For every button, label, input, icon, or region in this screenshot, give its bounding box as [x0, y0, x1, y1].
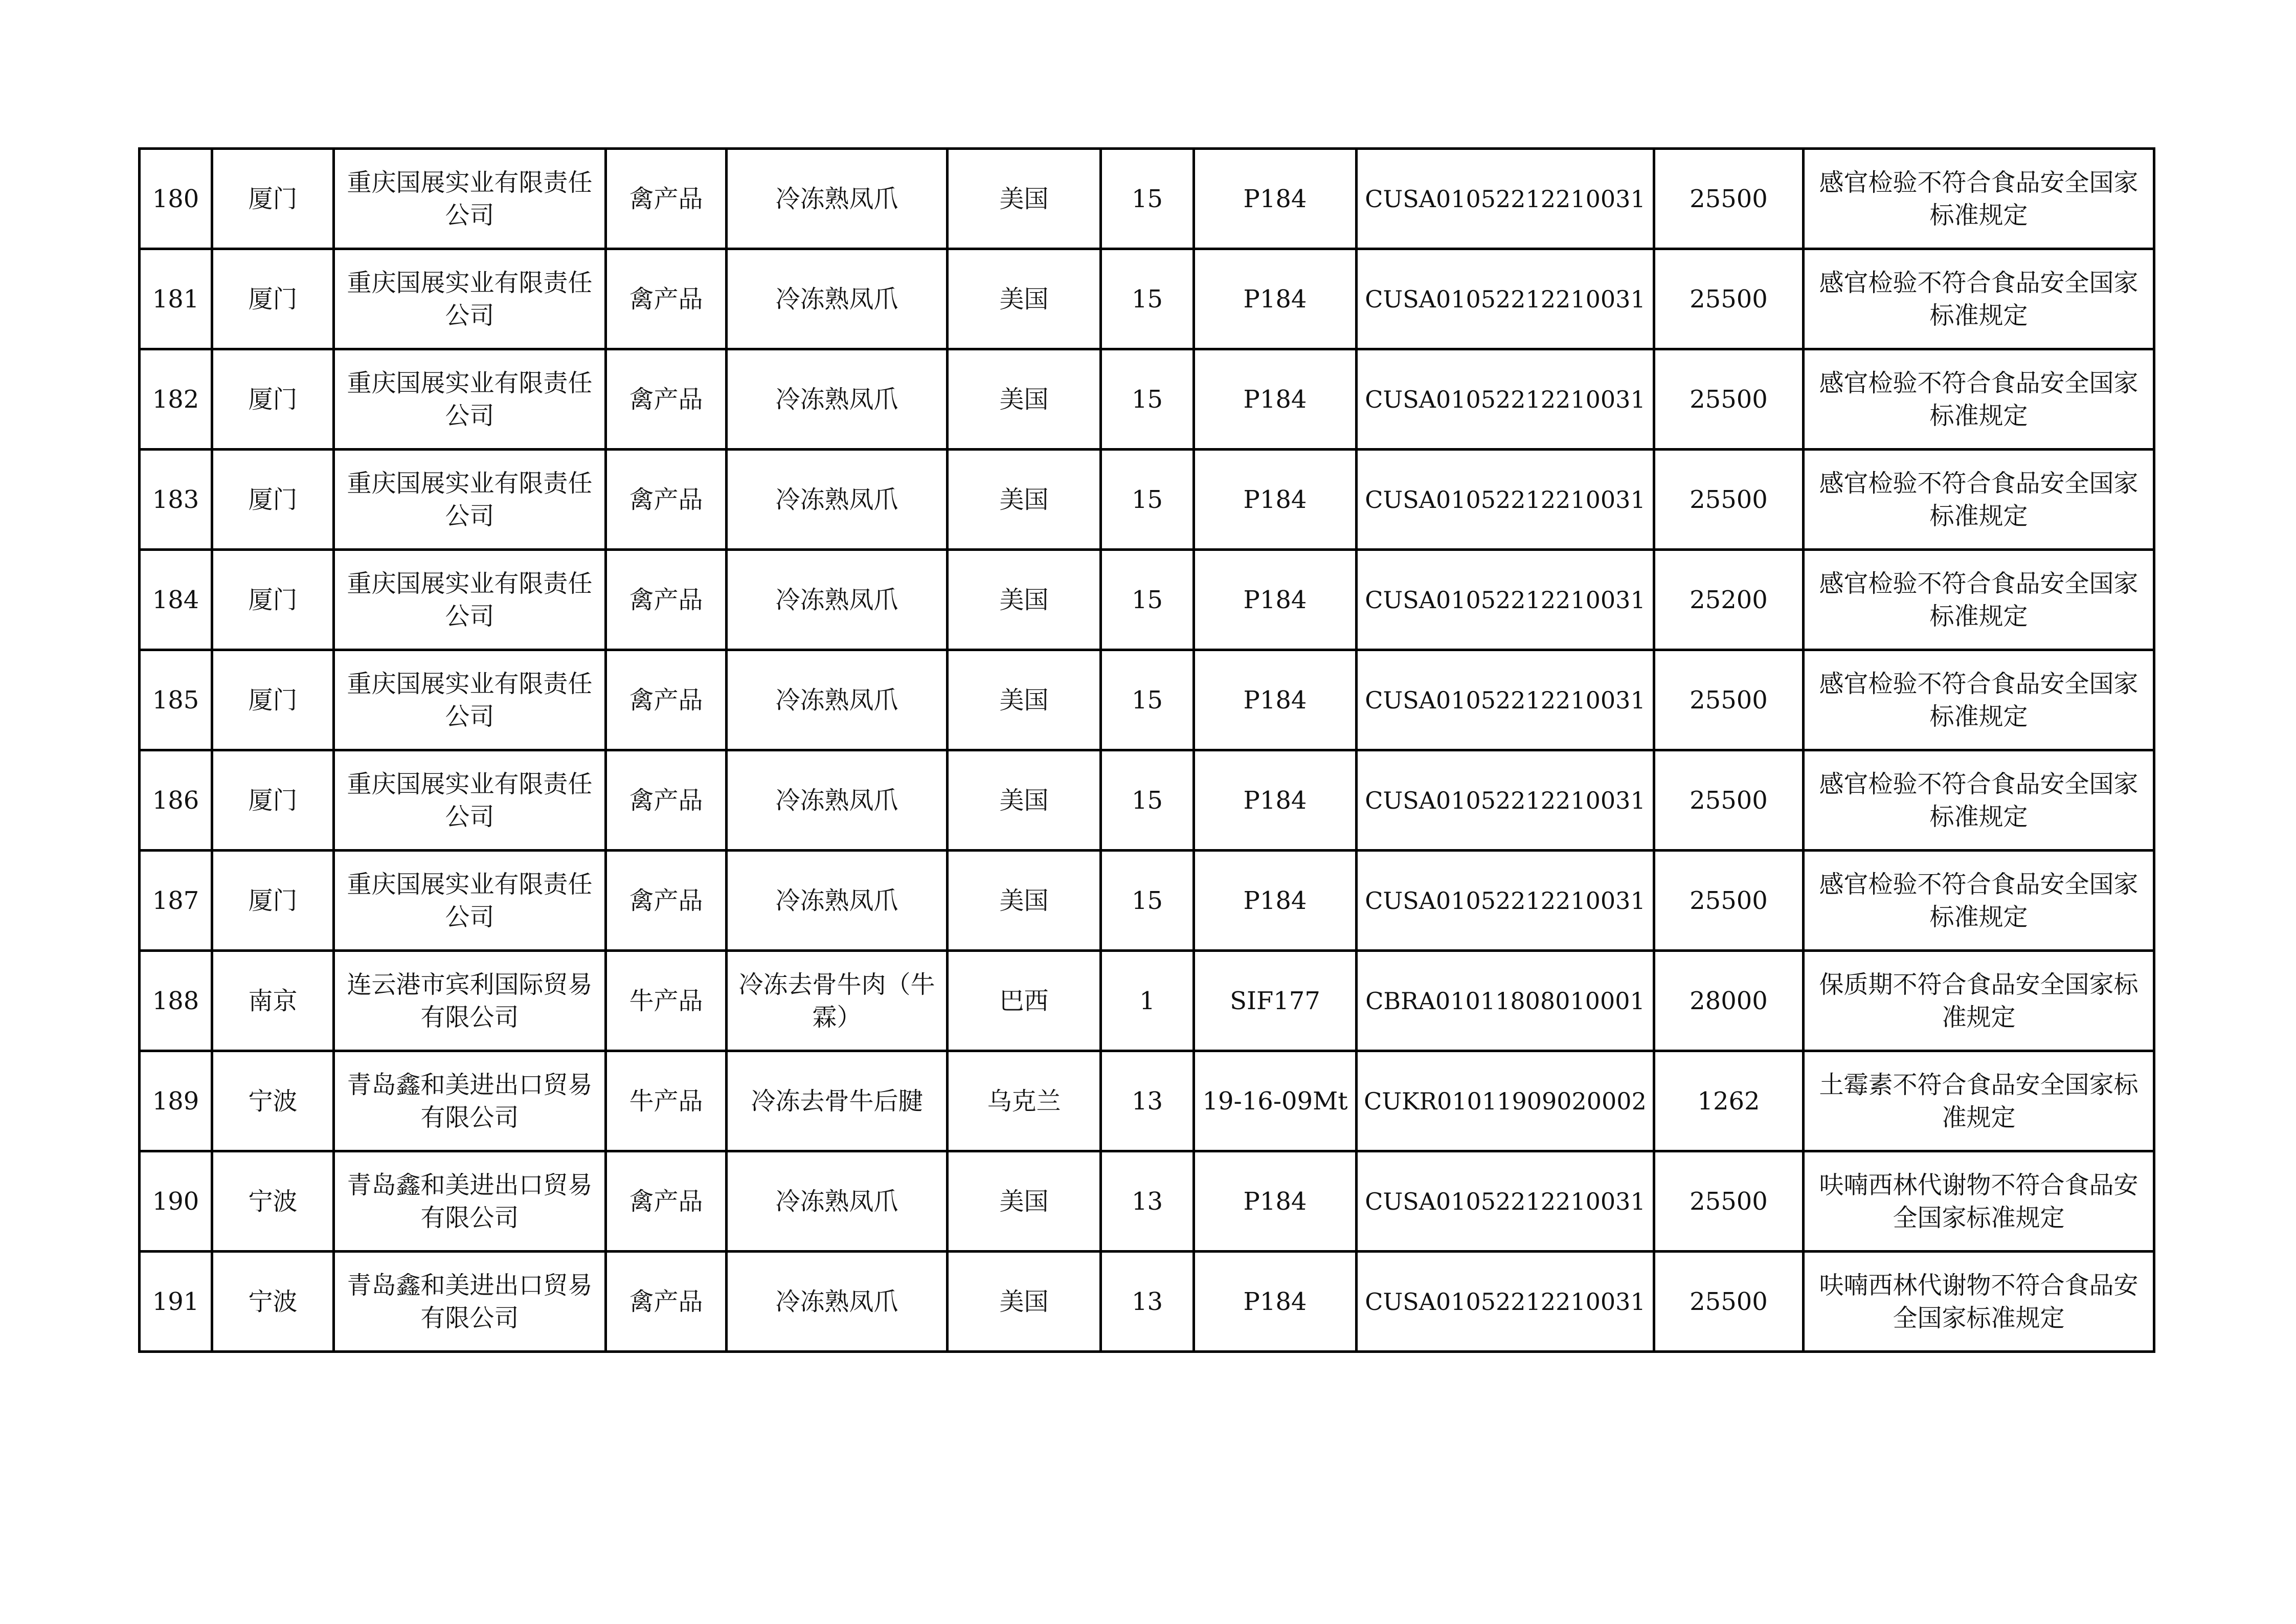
- table-row: [140, 149, 2154, 249]
- cell-port: 厦门: [212, 149, 334, 249]
- cell-quantity: 15: [1101, 450, 1194, 550]
- cell-plant-number: P184: [1194, 550, 1357, 650]
- cell-serial-number: 189: [140, 1051, 212, 1151]
- cell-origin-country: 巴西: [948, 951, 1101, 1051]
- cell-company: 重庆国展实业有限责任公司: [334, 550, 606, 650]
- cell-serial-number: 182: [140, 349, 212, 450]
- cell-plant-number: P184: [1194, 349, 1357, 450]
- cell-company: 青岛鑫和美进出口贸易有限公司: [334, 1151, 606, 1252]
- cell-quantity: 15: [1101, 149, 1194, 249]
- cell-weight: 25500: [1654, 1151, 1804, 1252]
- cell-company: 重庆国展实业有限责任公司: [334, 650, 606, 750]
- cell-product-name: 冷冻熟凤爪: [727, 249, 948, 349]
- cell-registration-code: CUSA01052212210031: [1357, 249, 1654, 349]
- cell-company: 重庆国展实业有限责任公司: [334, 450, 606, 550]
- cell-serial-number: 186: [140, 750, 212, 851]
- cell-product-name: 冷冻熟凤爪: [727, 1252, 948, 1352]
- cell-registration-code: CUSA01052212210031: [1357, 550, 1654, 650]
- cell-serial-number: 180: [140, 149, 212, 249]
- cell-plant-number: P184: [1194, 149, 1357, 249]
- cell-plant-number: P184: [1194, 750, 1357, 851]
- cell-rejection-reason: 呋喃西林代谢物不符合食品安全国家标准规定: [1804, 1151, 2154, 1252]
- table-row: [140, 249, 2154, 349]
- cell-quantity: 1: [1101, 951, 1194, 1051]
- cell-rejection-reason: 感官检验不符合食品安全国家标准规定: [1804, 349, 2154, 450]
- cell-serial-number: 191: [140, 1252, 212, 1352]
- table-row: [140, 450, 2154, 550]
- cell-company: 青岛鑫和美进出口贸易有限公司: [334, 1252, 606, 1352]
- cell-port: 厦门: [212, 349, 334, 450]
- cell-rejection-reason: 保质期不符合食品安全国家标准规定: [1804, 951, 2154, 1051]
- cell-company: 重庆国展实业有限责任公司: [334, 349, 606, 450]
- cell-plant-number: P184: [1194, 450, 1357, 550]
- cell-rejection-reason: 感官检验不符合食品安全国家标准规定: [1804, 851, 2154, 951]
- cell-rejection-reason: 感官检验不符合食品安全国家标准规定: [1804, 750, 2154, 851]
- cell-weight: 25500: [1654, 349, 1804, 450]
- cell-weight: 25500: [1654, 650, 1804, 750]
- cell-port: 厦门: [212, 650, 334, 750]
- cell-registration-code: CUSA01052212210031: [1357, 1151, 1654, 1252]
- cell-registration-code: CUSA01052212210031: [1357, 650, 1654, 750]
- cell-weight: 25500: [1654, 851, 1804, 951]
- cell-plant-number: P184: [1194, 1151, 1357, 1252]
- cell-plant-number: P184: [1194, 851, 1357, 951]
- cell-serial-number: 181: [140, 249, 212, 349]
- cell-rejection-reason: 土霉素不符合食品安全国家标准规定: [1804, 1051, 2154, 1151]
- cell-quantity: 15: [1101, 550, 1194, 650]
- cell-product-name: 冷冻熟凤爪: [727, 750, 948, 851]
- cell-serial-number: 185: [140, 650, 212, 750]
- cell-company: 重庆国展实业有限责任公司: [334, 149, 606, 249]
- cell-quantity: 15: [1101, 650, 1194, 750]
- cell-plant-number: SIF177: [1194, 951, 1357, 1051]
- cell-quantity: 15: [1101, 750, 1194, 851]
- cell-origin-country: 美国: [948, 750, 1101, 851]
- cell-origin-country: 美国: [948, 450, 1101, 550]
- cell-serial-number: 190: [140, 1151, 212, 1252]
- cell-origin-country: 美国: [948, 1151, 1101, 1252]
- cell-weight: 25200: [1654, 550, 1804, 650]
- cell-port: 南京: [212, 951, 334, 1051]
- cell-product-category: 牛产品: [606, 1051, 727, 1151]
- cell-product-name: 冷冻熟凤爪: [727, 851, 948, 951]
- table-row: [140, 650, 2154, 750]
- cell-weight: 25500: [1654, 249, 1804, 349]
- records-table-body: [140, 149, 2154, 1352]
- cell-company: 重庆国展实业有限责任公司: [334, 851, 606, 951]
- cell-product-category: 禽产品: [606, 450, 727, 550]
- cell-quantity: 13: [1101, 1151, 1194, 1252]
- cell-product-name: 冷冻熟凤爪: [727, 1151, 948, 1252]
- cell-serial-number: 184: [140, 550, 212, 650]
- cell-product-name: 冷冻熟凤爪: [727, 450, 948, 550]
- cell-plant-number: P184: [1194, 650, 1357, 750]
- cell-weight: 25500: [1654, 450, 1804, 550]
- cell-registration-code: CUSA01052212210031: [1357, 1252, 1654, 1352]
- cell-weight: 25500: [1654, 1252, 1804, 1352]
- cell-rejection-reason: 感官检验不符合食品安全国家标准规定: [1804, 550, 2154, 650]
- records-table: [138, 147, 2155, 1353]
- cell-rejection-reason: 感官检验不符合食品安全国家标准规定: [1804, 249, 2154, 349]
- table-row: [140, 750, 2154, 851]
- table-row: [140, 1151, 2154, 1252]
- cell-plant-number: P184: [1194, 1252, 1357, 1352]
- table-row: [140, 951, 2154, 1051]
- cell-quantity: 15: [1101, 249, 1194, 349]
- cell-rejection-reason: 感官检验不符合食品安全国家标准规定: [1804, 650, 2154, 750]
- cell-serial-number: 188: [140, 951, 212, 1051]
- cell-port: 厦门: [212, 249, 334, 349]
- cell-product-category: 禽产品: [606, 149, 727, 249]
- table-row: [140, 550, 2154, 650]
- cell-port: 厦门: [212, 851, 334, 951]
- cell-origin-country: 美国: [948, 851, 1101, 951]
- cell-origin-country: 美国: [948, 349, 1101, 450]
- cell-product-category: 牛产品: [606, 951, 727, 1051]
- cell-company: 重庆国展实业有限责任公司: [334, 750, 606, 851]
- cell-product-category: 禽产品: [606, 349, 727, 450]
- table-row: [140, 851, 2154, 951]
- cell-registration-code: CUSA01052212210031: [1357, 750, 1654, 851]
- cell-origin-country: 美国: [948, 1252, 1101, 1352]
- cell-product-category: 禽产品: [606, 750, 727, 851]
- cell-registration-code: CUSA01052212210031: [1357, 450, 1654, 550]
- cell-rejection-reason: 感官检验不符合食品安全国家标准规定: [1804, 450, 2154, 550]
- cell-product-category: 禽产品: [606, 851, 727, 951]
- cell-port: 宁波: [212, 1252, 334, 1352]
- cell-plant-number: P184: [1194, 249, 1357, 349]
- cell-port: 厦门: [212, 550, 334, 650]
- cell-company: 连云港市宾利国际贸易有限公司: [334, 951, 606, 1051]
- cell-rejection-reason: 呋喃西林代谢物不符合食品安全国家标准规定: [1804, 1252, 2154, 1352]
- cell-quantity: 15: [1101, 851, 1194, 951]
- cell-product-category: 禽产品: [606, 1151, 727, 1252]
- cell-origin-country: 美国: [948, 249, 1101, 349]
- cell-weight: 25500: [1654, 149, 1804, 249]
- cell-product-name: 冷冻去骨牛后腱: [727, 1051, 948, 1151]
- cell-registration-code: CUSA01052212210031: [1357, 149, 1654, 249]
- table-row: [140, 1252, 2154, 1352]
- cell-registration-code: CUKR01011909020002: [1357, 1051, 1654, 1151]
- cell-company: 重庆国展实业有限责任公司: [334, 249, 606, 349]
- cell-origin-country: 美国: [948, 149, 1101, 249]
- cell-weight: 28000: [1654, 951, 1804, 1051]
- cell-product-name: 冷冻熟凤爪: [727, 149, 948, 249]
- records-table-container: [138, 147, 2155, 1353]
- cell-plant-number: 19-16-09Mt: [1194, 1051, 1357, 1151]
- cell-origin-country: 乌克兰: [948, 1051, 1101, 1151]
- cell-product-category: 禽产品: [606, 1252, 727, 1352]
- cell-port: 厦门: [212, 750, 334, 851]
- cell-origin-country: 美国: [948, 550, 1101, 650]
- table-row: [140, 1051, 2154, 1151]
- cell-registration-code: CUSA01052212210031: [1357, 349, 1654, 450]
- cell-product-name: 冷冻熟凤爪: [727, 349, 948, 450]
- cell-port: 宁波: [212, 1051, 334, 1151]
- cell-product-category: 禽产品: [606, 249, 727, 349]
- cell-port: 厦门: [212, 450, 334, 550]
- cell-quantity: 13: [1101, 1252, 1194, 1352]
- cell-weight: 1262: [1654, 1051, 1804, 1151]
- cell-product-name: 冷冻去骨牛肉（牛霖）: [727, 951, 948, 1051]
- cell-quantity: 13: [1101, 1051, 1194, 1151]
- cell-product-category: 禽产品: [606, 650, 727, 750]
- cell-product-name: 冷冻熟凤爪: [727, 650, 948, 750]
- cell-product-name: 冷冻熟凤爪: [727, 550, 948, 650]
- cell-serial-number: 187: [140, 851, 212, 951]
- cell-registration-code: CBRA01011808010001: [1357, 951, 1654, 1051]
- cell-origin-country: 美国: [948, 650, 1101, 750]
- cell-serial-number: 183: [140, 450, 212, 550]
- cell-product-category: 禽产品: [606, 550, 727, 650]
- cell-company: 青岛鑫和美进出口贸易有限公司: [334, 1051, 606, 1151]
- cell-weight: 25500: [1654, 750, 1804, 851]
- cell-port: 宁波: [212, 1151, 334, 1252]
- table-row: [140, 349, 2154, 450]
- cell-registration-code: CUSA01052212210031: [1357, 851, 1654, 951]
- cell-quantity: 15: [1101, 349, 1194, 450]
- cell-rejection-reason: 感官检验不符合食品安全国家标准规定: [1804, 149, 2154, 249]
